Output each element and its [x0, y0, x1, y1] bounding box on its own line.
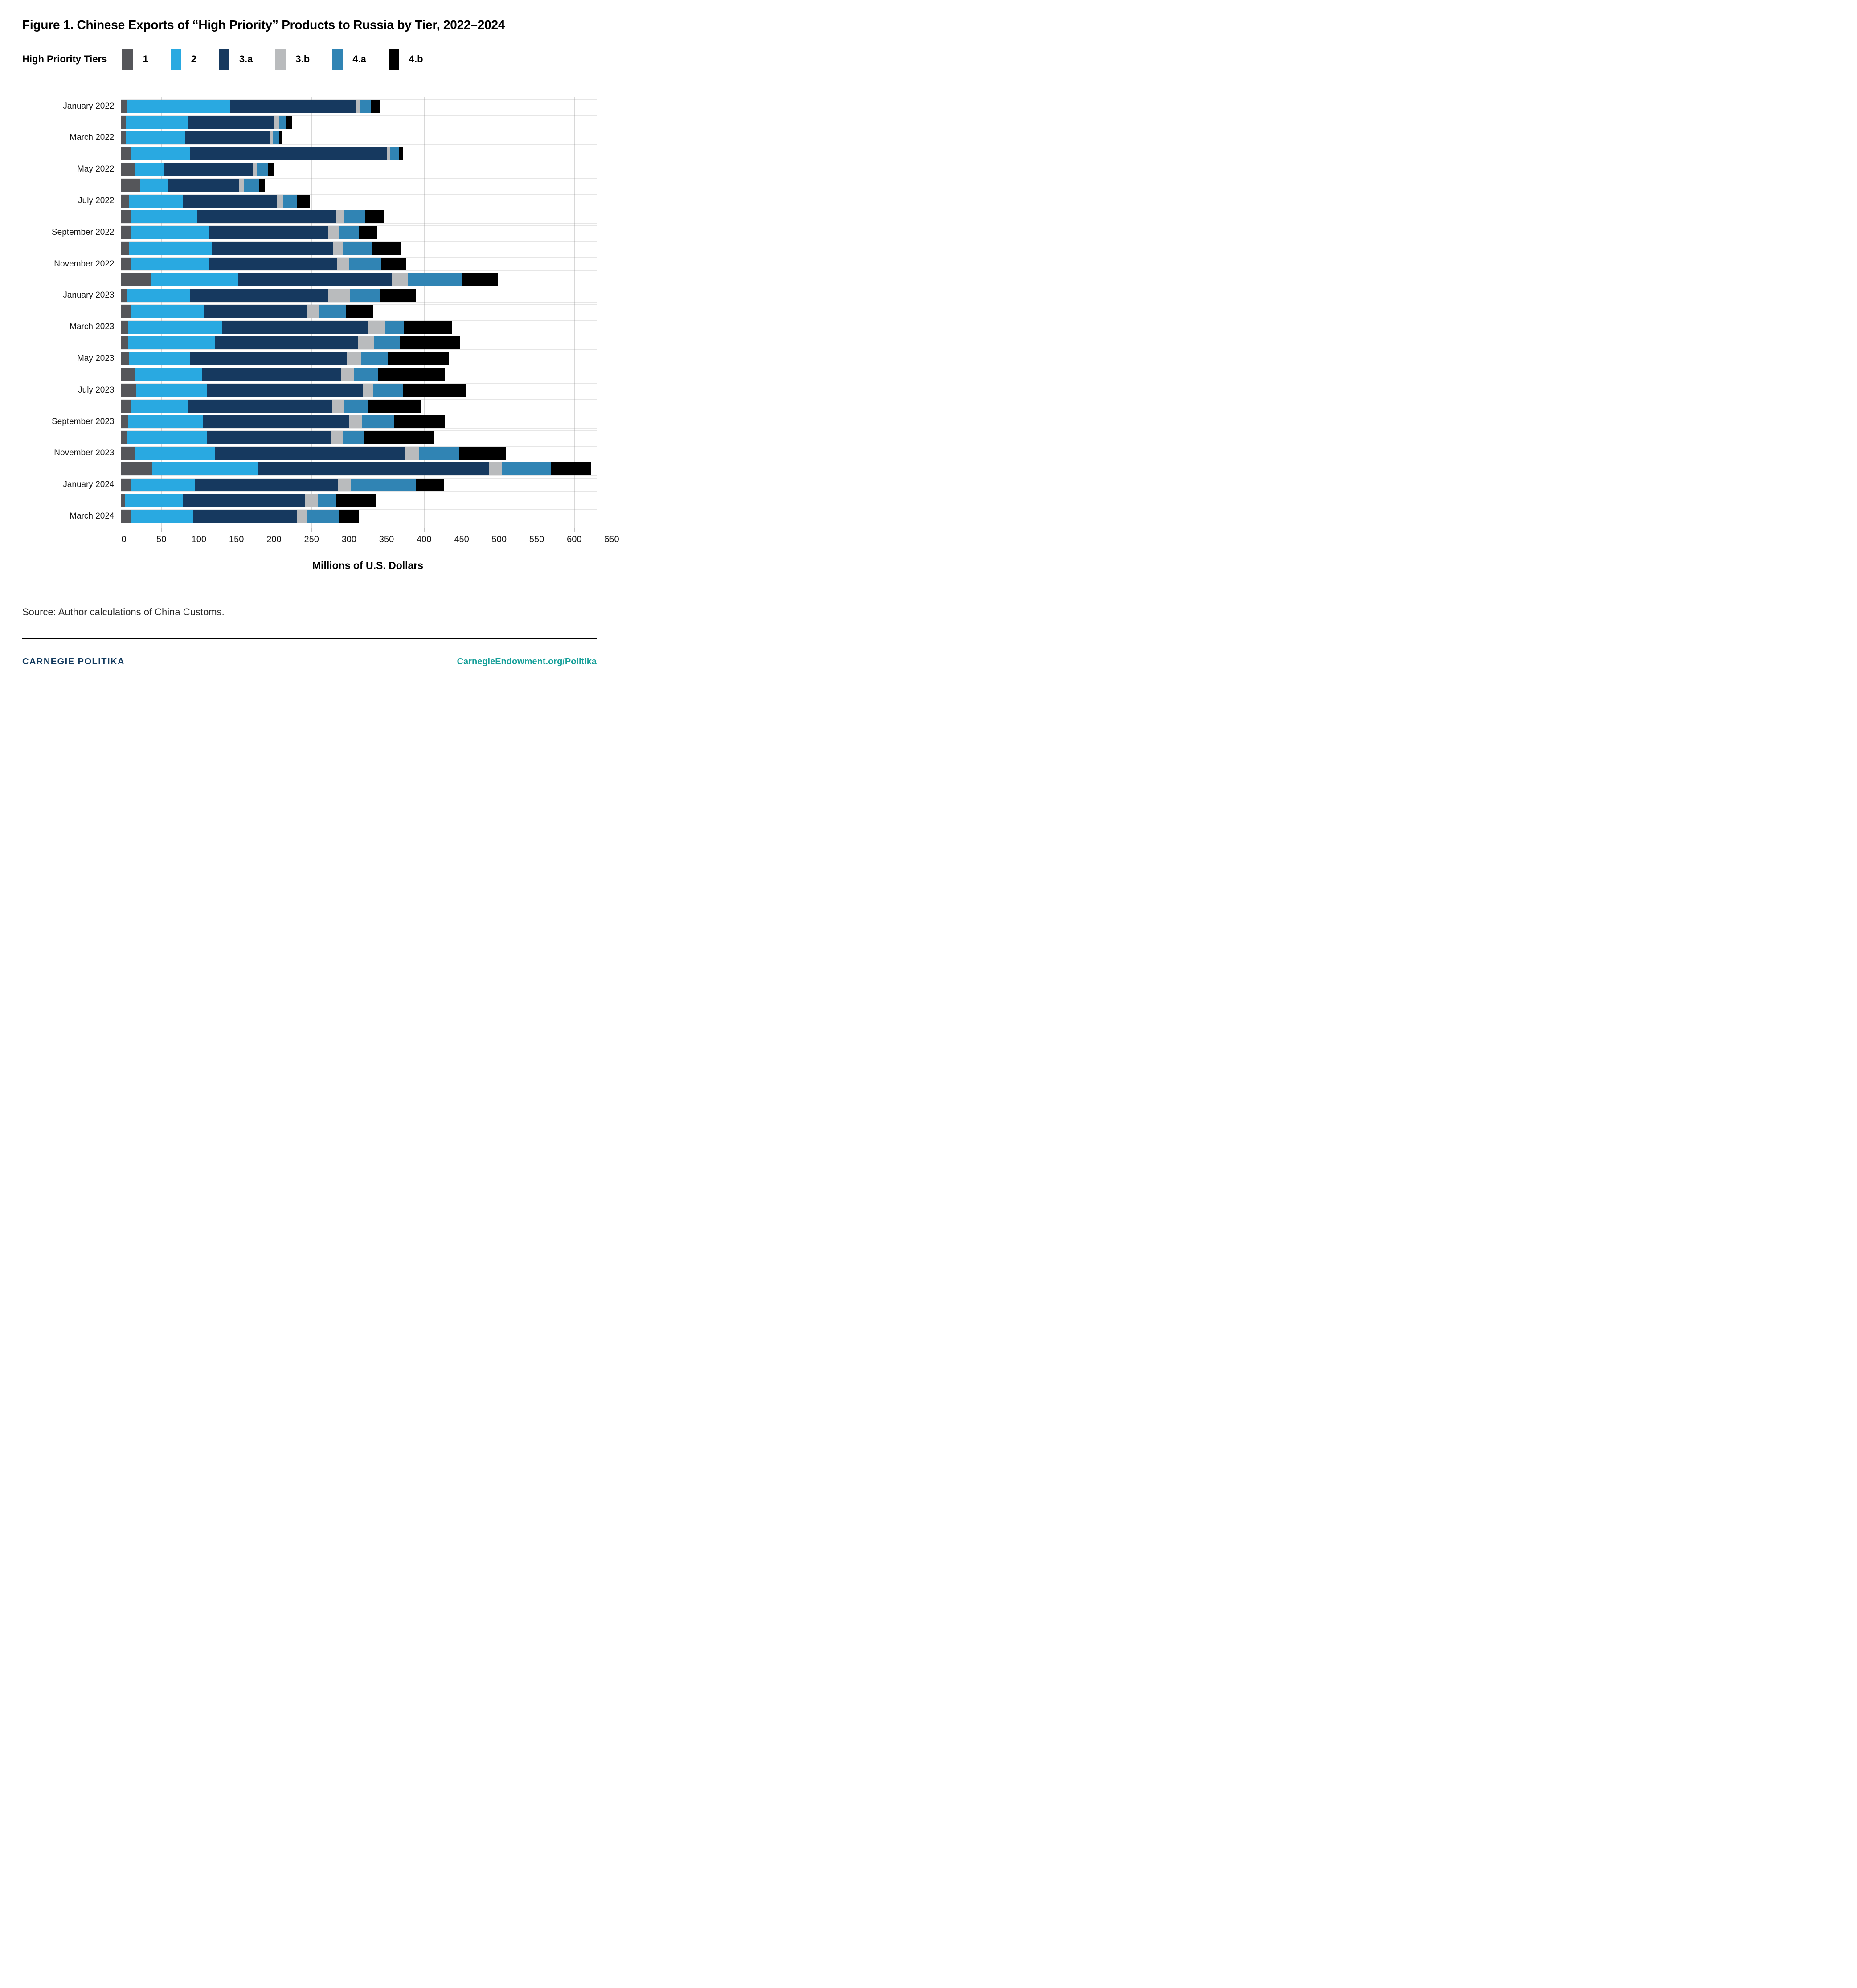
bar-segment-tier-3.a [183, 494, 306, 507]
bar-row [22, 209, 597, 225]
bar-segment-tier-4.a [307, 510, 339, 523]
x-tick [311, 528, 312, 532]
bar-segment-tier-3.b [363, 384, 373, 397]
bar-row [22, 241, 597, 256]
legend-tier-label: 2 [191, 53, 196, 65]
legend-label: High Priority Tiers [22, 53, 107, 65]
bar-segment-tier-4.b [336, 494, 376, 507]
bar-segment-tier-2 [131, 479, 195, 491]
bar-track-april-2023 [121, 336, 597, 349]
bar-segment-tier-1 [121, 242, 129, 255]
bar-segment-tier-3.b [253, 163, 257, 176]
bar-segment-tier-4.b [404, 321, 453, 334]
x-tick-label: 500 [491, 534, 507, 544]
bar-segment-tier-1 [121, 163, 135, 176]
bar-segment-tier-1 [121, 462, 152, 475]
bar-segment-tier-3.b [239, 179, 244, 192]
bar-segment-tier-4.a [344, 210, 365, 223]
bar-segment-tier-4.a [343, 242, 372, 255]
bar-segment-tier-3.b [333, 242, 343, 255]
bar-segment-tier-2 [127, 100, 230, 113]
footer [22, 657, 597, 667]
bar-row [22, 114, 597, 130]
legend-tier-label: 1 [143, 53, 148, 65]
x-tick-label: 150 [229, 534, 244, 544]
bar-segment-tier-1 [121, 147, 131, 160]
bar-segment-tier-2 [131, 210, 197, 223]
bar-row [22, 414, 597, 430]
y-axis-label: July 2022 [78, 196, 115, 206]
legend-swatch-tier-3.b [275, 49, 286, 70]
bar-segment-tier-4.a [318, 494, 336, 507]
bar-segment-tier-3.a [238, 273, 392, 286]
bar-segment-tier-4.b [279, 131, 282, 144]
bar-segment-tier-4.b [365, 210, 384, 223]
x-tick-label: 350 [379, 534, 394, 544]
legend-tier-label: 4.a [352, 53, 366, 65]
x-tick-label: 300 [341, 534, 357, 544]
bar-track-october-2022 [121, 242, 597, 255]
bar-segment-tier-3.b [307, 305, 319, 318]
bar-track-september-2022 [121, 226, 597, 239]
bar-row [22, 398, 597, 413]
bar-row [22, 256, 597, 272]
bar-segment-tier-4.a [343, 431, 364, 444]
bar-track-august-2023 [121, 400, 597, 413]
bar-segment-tier-2 [135, 447, 215, 460]
bar-row [22, 446, 597, 461]
bar-track-december-2023 [121, 462, 597, 475]
bar-segment-tier-3.b [305, 494, 318, 507]
bar-segment-tier-3.b [337, 258, 349, 270]
bar-segment-tier-4.a [279, 116, 286, 129]
bar-track-march-2022 [121, 131, 597, 144]
bar-segment-tier-3.b [331, 431, 343, 444]
bar-segment-tier-1 [121, 226, 131, 239]
bar-segment-tier-2 [128, 336, 215, 349]
bar-segment-tier-2 [125, 494, 183, 507]
bar-segment-tier-3.b [341, 368, 354, 381]
bar-segment-tier-3.a [215, 336, 358, 349]
bar-segment-tier-2 [128, 321, 222, 334]
bar-row [22, 193, 597, 209]
y-axis-label: November 2022 [54, 259, 115, 269]
bar-track-january-2023 [121, 289, 597, 302]
legend-swatch-tier-4.a [332, 49, 343, 70]
bar-segment-tier-3.a [190, 147, 387, 160]
bar-track-june-2023 [121, 368, 597, 381]
bar-segment-tier-3.a [197, 210, 336, 223]
y-axis-label: September 2022 [51, 227, 115, 237]
bar-segment-tier-4.b [403, 384, 466, 397]
bar-segment-tier-3.a [203, 415, 349, 428]
bar-track-may-2023 [121, 352, 597, 365]
bar-row [22, 225, 597, 240]
bar-segment-tier-4.a [319, 305, 346, 318]
y-axis-label: March 2024 [70, 511, 115, 521]
bar-track-february-2024 [121, 494, 597, 507]
bar-segment-tier-1 [121, 494, 125, 507]
bar-segment-tier-3.a [258, 462, 489, 475]
x-tick-label: 100 [191, 534, 207, 544]
bar-segment-tier-4.a [502, 462, 551, 475]
bar-segment-tier-3.a [222, 321, 368, 334]
bar-segment-tier-2 [131, 510, 194, 523]
bar-segment-tier-4.b [459, 447, 506, 460]
bar-segment-tier-4.b [394, 415, 445, 428]
bar-segment-tier-3.b [368, 321, 385, 334]
y-axis-label: January 2023 [63, 290, 115, 300]
bar-segment-tier-1 [121, 100, 127, 113]
bar-track-may-2022 [121, 163, 597, 176]
legend [22, 48, 597, 71]
bar-segment-tier-1 [121, 305, 130, 318]
bar-segment-tier-1 [121, 131, 126, 144]
x-tick-label: 50 [156, 534, 167, 544]
bar-segment-tier-3.b [328, 289, 350, 302]
bar-segment-tier-3.a [207, 384, 363, 397]
bar-segment-tier-2 [129, 242, 212, 255]
bar-segment-tier-3.b [297, 510, 307, 523]
bar-segment-tier-1 [121, 116, 126, 129]
bar-row [22, 319, 597, 335]
bar-segment-tier-3.a [202, 368, 341, 381]
bar-segment-tier-1 [121, 479, 130, 491]
bar-segment-tier-4.a [390, 147, 399, 160]
bar-segment-tier-1 [121, 368, 135, 381]
footer-link[interactable]: CarnegieEndowment.org/Politika [457, 656, 597, 667]
bar-track-april-2022 [121, 147, 597, 160]
bar-segment-tier-3.a [204, 305, 307, 318]
bar-segment-tier-4.b [268, 163, 274, 176]
bar-row [22, 303, 597, 319]
bar-segment-tier-4.b [368, 400, 421, 413]
bar-segment-tier-4.a [351, 479, 417, 491]
bar-segment-tier-2 [136, 384, 207, 397]
bar-segment-tier-4.b [388, 352, 449, 365]
bar-track-march-2024 [121, 510, 597, 523]
x-tick-label: 600 [567, 534, 582, 544]
bar-segment-tier-3.b [358, 336, 374, 349]
y-axis-label: May 2023 [77, 353, 115, 363]
bar-segment-tier-4.a [361, 352, 388, 365]
bar-segment-tier-1 [121, 210, 130, 223]
bar-segment-tier-1 [121, 415, 128, 428]
bar-segment-tier-2 [126, 131, 185, 144]
x-axis-title: Millions of U.S. Dollars [312, 559, 424, 571]
bar-segment-tier-4.a [374, 336, 400, 349]
bar-segment-tier-3.a [188, 400, 332, 413]
bar-segment-tier-3.a [207, 431, 332, 444]
bar-segment-tier-1 [121, 179, 140, 192]
source-note: Source: Author calculations of China Customs. [22, 606, 225, 618]
plot-area [22, 98, 619, 548]
y-axis-label: January 2024 [63, 480, 115, 490]
bar-row [22, 367, 597, 382]
bar-segment-tier-3.a [185, 131, 270, 144]
bar-row [22, 335, 597, 351]
bar-segment-tier-2 [152, 462, 258, 475]
bar-segment-tier-2 [140, 179, 168, 192]
bar-row [22, 272, 597, 287]
y-axis-label: November 2023 [54, 448, 115, 458]
bar-segment-tier-3.a [190, 352, 347, 365]
bar-segment-tier-3.a [195, 479, 338, 491]
bar-segment-tier-2 [151, 273, 238, 286]
bar-segment-tier-4.a [408, 273, 462, 286]
bar-track-november-2022 [121, 258, 597, 270]
bar-segment-tier-4.b [378, 368, 445, 381]
bar-row [22, 430, 597, 445]
bar-row [22, 477, 597, 492]
x-tick-label: 0 [121, 534, 127, 544]
bar-segment-tier-3.b [347, 352, 361, 365]
bar-segment-tier-3.b [387, 147, 390, 160]
bar-track-october-2023 [121, 431, 597, 444]
stacked-bar-chart [22, 98, 619, 572]
x-tick [574, 528, 575, 532]
bar-segment-tier-2 [131, 305, 204, 318]
bar-segment-tier-3.b [356, 100, 360, 113]
bar-segment-tier-2 [135, 368, 201, 381]
bar-segment-tier-3.a [188, 116, 274, 129]
bar-segment-tier-4.b [339, 510, 359, 523]
bar-segment-tier-3.b [405, 447, 420, 460]
bar-track-august-2022 [121, 210, 597, 223]
bar-segment-tier-4.a [360, 100, 371, 113]
bar-row [22, 493, 597, 508]
bar-segment-tier-3.b [349, 415, 362, 428]
bar-row [22, 98, 597, 114]
x-tick-label: 250 [304, 534, 319, 544]
bar-segment-tier-1 [121, 352, 129, 365]
bar-rows [22, 98, 597, 524]
bar-segment-tier-4.b [400, 336, 460, 349]
bar-segment-tier-2 [127, 289, 190, 302]
x-axis-ticks [121, 528, 619, 548]
x-tick-label: 650 [604, 534, 619, 544]
bar-track-november-2023 [121, 447, 597, 460]
bar-segment-tier-2 [129, 352, 189, 365]
x-tick [161, 528, 162, 532]
bar-segment-tier-1 [121, 195, 129, 208]
y-axis-label: September 2023 [51, 417, 115, 426]
bar-segment-tier-1 [121, 289, 127, 302]
bar-segment-tier-3.b [328, 226, 339, 239]
y-axis-label: May 2022 [77, 164, 115, 174]
bar-segment-tier-2 [131, 258, 209, 270]
bar-segment-tier-4.a [419, 447, 459, 460]
bar-segment-tier-1 [121, 447, 135, 460]
legend-item-tier-4.a [332, 49, 366, 70]
bar-segment-tier-4.a [344, 400, 368, 413]
bar-segment-tier-3.a [215, 447, 405, 460]
bar-segment-tier-1 [121, 431, 127, 444]
bar-segment-tier-1 [121, 321, 128, 334]
bar-segment-tier-4.a [350, 289, 380, 302]
bar-segment-tier-4.b [399, 147, 403, 160]
bar-track-february-2022 [121, 116, 597, 129]
bar-segment-tier-3.b [277, 195, 282, 208]
legend-tier-label: 3.b [295, 53, 310, 65]
bar-segment-tier-4.a [385, 321, 404, 334]
bar-segment-tier-3.b [332, 400, 344, 413]
bar-segment-tier-2 [127, 431, 207, 444]
bar-segment-tier-3.a [168, 179, 239, 192]
bar-track-june-2022 [121, 179, 597, 192]
bar-segment-tier-4.b [380, 289, 417, 302]
x-tick [424, 528, 425, 532]
bar-segment-tier-1 [121, 258, 130, 270]
bar-segment-tier-2 [126, 116, 188, 129]
bar-segment-tier-4.a [349, 258, 381, 270]
bar-segment-tier-4.b [259, 179, 265, 192]
bar-segment-tier-4.b [372, 242, 401, 255]
bar-segment-tier-3.a [230, 100, 356, 113]
bar-segment-tier-4.a [244, 179, 259, 192]
legend-swatch-tier-3.a [219, 49, 229, 70]
bar-segment-tier-3.a [212, 242, 333, 255]
bar-segment-tier-3.b [489, 462, 502, 475]
y-axis-label: January 2022 [63, 101, 115, 111]
bar-segment-tier-4.a [283, 195, 297, 208]
bar-segment-tier-4.b [416, 479, 444, 491]
bar-track-january-2022 [121, 100, 597, 113]
bar-track-july-2023 [121, 384, 597, 397]
legend-item-tier-3.a [219, 49, 253, 70]
x-tick-label: 400 [417, 534, 432, 544]
legend-swatch-tier-1 [122, 49, 133, 70]
bar-segment-tier-4.b [286, 116, 292, 129]
legend-item-tier-1 [122, 49, 148, 70]
legend-item-tier-2 [171, 49, 196, 70]
legend-item-tier-3.b [275, 49, 310, 70]
bar-segment-tier-2 [135, 163, 164, 176]
bar-segment-tier-3.a [209, 258, 337, 270]
bar-segment-tier-3.a [193, 510, 297, 523]
legend-tier-label: 3.a [239, 53, 253, 65]
bar-segment-tier-4.a [339, 226, 359, 239]
bar-segment-tier-4.a [257, 163, 268, 176]
bar-segment-tier-3.b [336, 210, 344, 223]
bar-segment-tier-4.a [373, 384, 403, 397]
bar-segment-tier-2 [128, 415, 203, 428]
bar-segment-tier-2 [129, 195, 183, 208]
legend-tier-label: 4.b [409, 53, 423, 65]
bar-segment-tier-4.b [359, 226, 377, 239]
bar-row [22, 382, 597, 398]
bar-track-february-2023 [121, 305, 597, 318]
legend-swatch-tier-2 [171, 49, 181, 70]
footer-brand: CARNEGIE POLITIKA [22, 656, 125, 667]
bar-segment-tier-4.b [364, 431, 434, 444]
bar-segment-tier-1 [121, 510, 130, 523]
bar-segment-tier-3.a [164, 163, 253, 176]
bar-segment-tier-4.b [551, 462, 591, 475]
bar-segment-tier-4.b [381, 258, 406, 270]
bar-track-september-2023 [121, 415, 597, 428]
bar-segment-tier-2 [131, 400, 187, 413]
bar-segment-tier-3.b [338, 479, 351, 491]
bar-row [22, 130, 597, 146]
bar-track-january-2024 [121, 479, 597, 491]
bar-segment-tier-4.a [362, 415, 394, 428]
legend-item-tier-4.b [389, 49, 423, 70]
bar-row [22, 288, 597, 303]
bar-segment-tier-3.b [274, 116, 279, 129]
bar-segment-tier-3.a [209, 226, 329, 239]
bar-segment-tier-3.a [190, 289, 329, 302]
bar-row [22, 461, 597, 477]
bar-track-december-2022 [121, 273, 597, 286]
x-tick-label: 450 [454, 534, 469, 544]
bar-track-july-2022 [121, 195, 597, 208]
bar-segment-tier-1 [121, 384, 136, 397]
bar-segment-tier-4.a [273, 131, 279, 144]
x-tick-label: 200 [266, 534, 282, 544]
bar-segment-tier-4.b [371, 100, 380, 113]
bar-row [22, 177, 597, 193]
figure-title: Figure 1. Chinese Exports of “High Priority” Products to Russia by Tier, 2022–2024 [22, 18, 505, 32]
bar-row [22, 508, 597, 524]
bar-segment-tier-4.b [297, 195, 310, 208]
legend-swatch-tier-4.b [389, 49, 399, 70]
bar-segment-tier-3.b [392, 273, 408, 286]
figure-page [0, 0, 619, 686]
bar-row [22, 162, 597, 177]
y-axis-label: July 2023 [78, 385, 115, 395]
y-axis-label: March 2023 [70, 322, 115, 332]
bar-row [22, 351, 597, 366]
bar-segment-tier-1 [121, 400, 131, 413]
bar-segment-tier-2 [131, 147, 190, 160]
bar-track-march-2023 [121, 321, 597, 334]
bar-segment-tier-1 [121, 336, 128, 349]
bar-segment-tier-2 [131, 226, 209, 239]
footer-divider [22, 638, 597, 639]
bar-segment-tier-4.a [354, 368, 378, 381]
bar-segment-tier-3.a [183, 195, 277, 208]
x-tick-label: 550 [529, 534, 544, 544]
bar-segment-tier-1 [121, 273, 151, 286]
bar-segment-tier-4.b [346, 305, 373, 318]
bar-segment-tier-4.b [462, 273, 498, 286]
bar-row [22, 146, 597, 161]
bar-segment-tier-3.b [270, 131, 273, 144]
y-axis-label: March 2022 [70, 133, 115, 143]
